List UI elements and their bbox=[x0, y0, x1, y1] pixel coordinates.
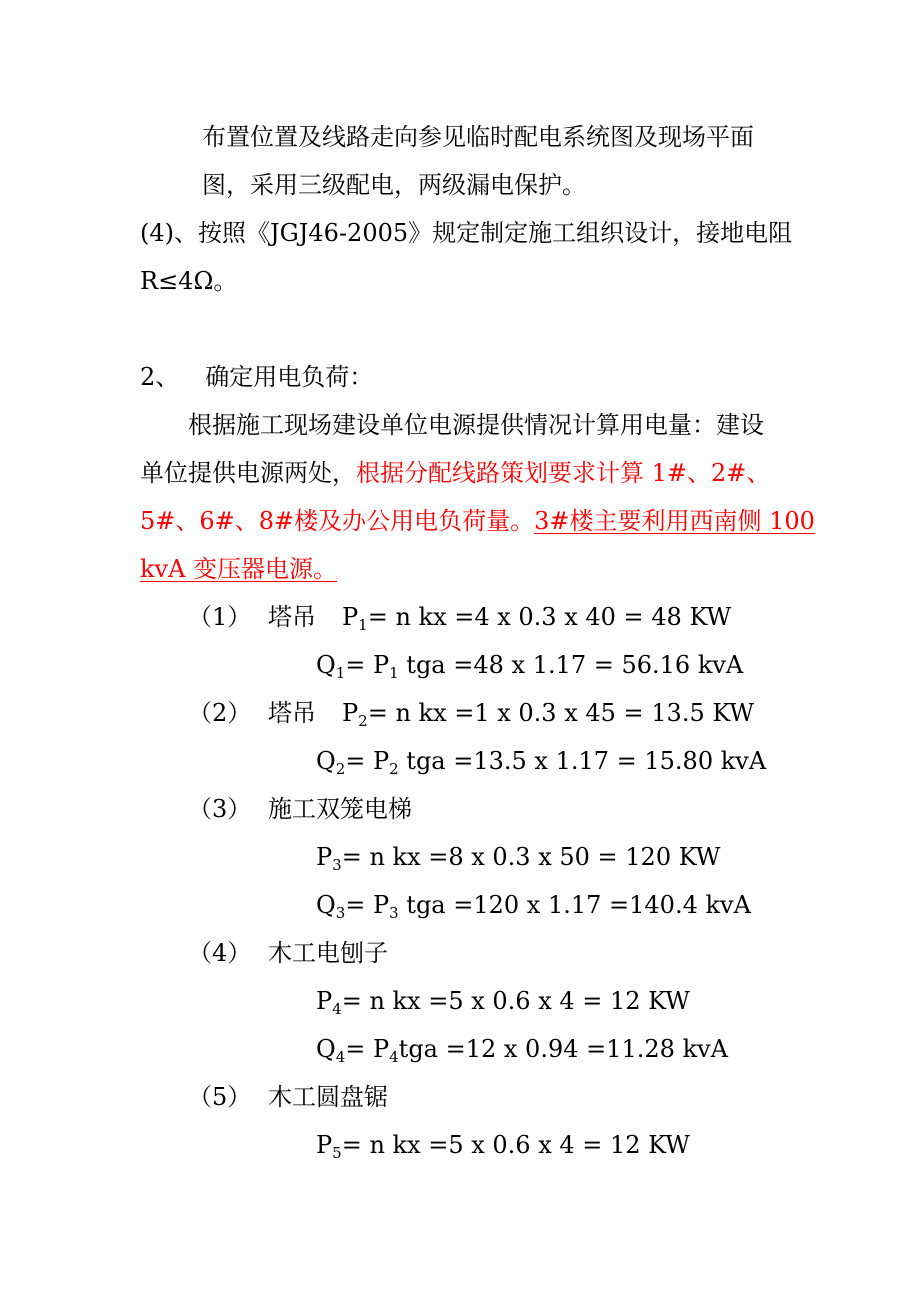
intro-line-3: (4)、按照《JGJ46-2005》规定制定施工组织设计，接地电阻 bbox=[140, 219, 793, 247]
intro-line-4: R≤4Ω。 bbox=[140, 267, 238, 295]
item-3-header bbox=[188, 794, 412, 824]
item-name: 施工双笼电梯 bbox=[268, 795, 412, 823]
item-4-power-formula: $P_4= n$ kx =5 x 0.6 x 4 = 12 KW bbox=[316, 987, 690, 1018]
item-3-reactive-formula: $Q_3= P_3$ tga =120 x 1.17 =140.4 kvA bbox=[316, 891, 751, 922]
section-title: 确定用电负荷： bbox=[205, 363, 374, 391]
paragraph-text-black: 单位提供电源两处， bbox=[140, 459, 356, 487]
item-name: 木工圆盘锯 bbox=[268, 1083, 388, 1111]
paragraph-text-red: 根据分配线路策划要求计算 1#、2#、 bbox=[356, 459, 771, 487]
paragraph-text-red: 5#、6#、8#楼及办公用电负荷量。 bbox=[140, 507, 535, 535]
power-formula: $P_1= n$ kx =4 x 0.3 x 40 = 48 KW bbox=[342, 603, 732, 634]
power-formula: $P_2= n$ kx =1 x 0.3 x 45 = 13.5 KW bbox=[342, 699, 755, 730]
item-label: （5） bbox=[188, 1083, 252, 1111]
item-name: 木工电刨子 bbox=[268, 939, 388, 967]
intro-line-2: 图，采用三级配电，两级漏电保护。 bbox=[202, 171, 586, 199]
paragraph-text-red-underlined: 3#楼主要利用西南侧 100 bbox=[534, 507, 815, 535]
paragraph-text-red-underlined: kvA 变压器电源。 bbox=[140, 555, 338, 583]
section-heading bbox=[140, 362, 373, 392]
item-4-reactive-formula: $Q_4= P_4tga =12$ x 0.94 =11.28 kvA bbox=[316, 1035, 729, 1066]
item-label: （1） bbox=[188, 603, 252, 631]
item-label: （2） bbox=[188, 699, 252, 727]
item-3-power-formula: $P_3= n$ kx =8 x 0.3 x 50 = 120 KW bbox=[316, 843, 721, 874]
item-5-power-formula: $P_5= n$ kx =5 x 0.6 x 4 = 12 KW bbox=[316, 1131, 690, 1162]
item-1-reactive-formula: $Q_1= P_1$ tga =48 x 1.17 = 56.16 kvA bbox=[316, 651, 744, 682]
item-2-header bbox=[188, 698, 754, 728]
item-1-header bbox=[188, 602, 731, 632]
paragraph-line-4 bbox=[140, 554, 337, 584]
item-2-reactive-formula: $Q_2= P_2$ tga =13.5 x 1.17 = 15.80 kvA bbox=[316, 747, 767, 778]
paragraph-line-1: 根据施工现场建设单位电源提供情况计算用电量：建设 bbox=[188, 411, 764, 439]
paragraph-line-3 bbox=[140, 506, 815, 536]
paragraph-line-2 bbox=[140, 458, 770, 488]
item-5-header bbox=[188, 1082, 388, 1112]
section-number: 2、 bbox=[140, 363, 180, 391]
item-4-header bbox=[188, 938, 388, 968]
item-name: 塔吊 bbox=[268, 699, 316, 727]
item-name: 塔吊 bbox=[268, 603, 316, 631]
item-label: （4） bbox=[188, 939, 252, 967]
intro-line-1: 布置位置及线路走向参见临时配电系统图及现场平面 bbox=[202, 123, 754, 151]
item-label: （3） bbox=[188, 795, 252, 823]
